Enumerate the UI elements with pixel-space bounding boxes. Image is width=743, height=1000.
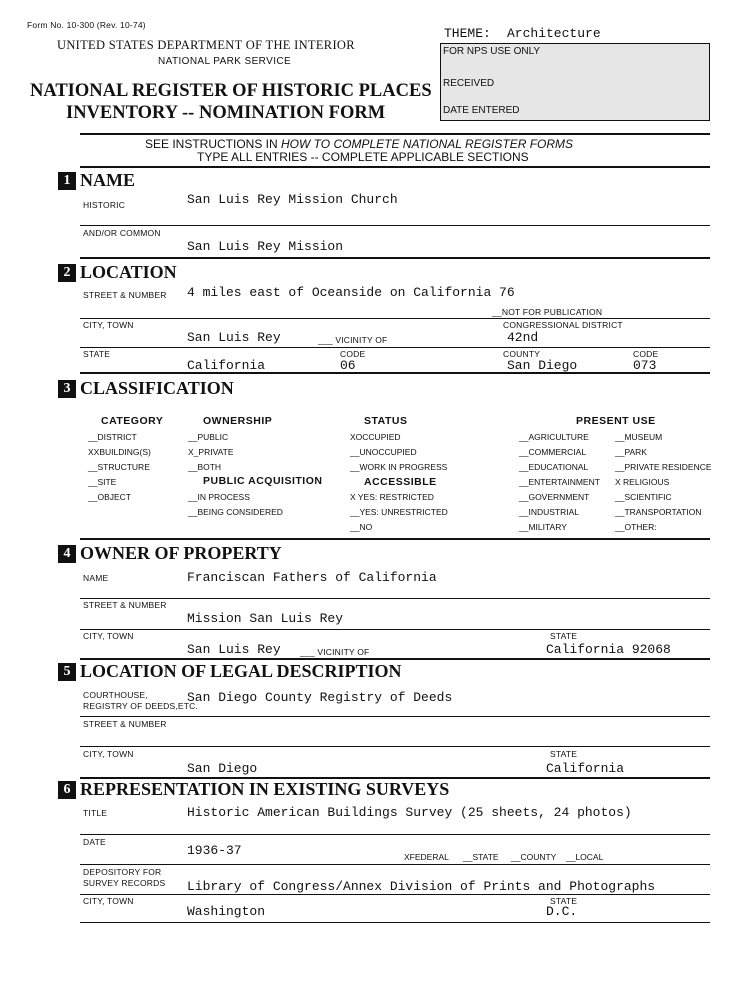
depository-city[interactable]: Washington xyxy=(187,904,266,919)
accessible-restricted[interactable]: X YES: RESTRICTED xyxy=(350,492,434,502)
category-heading: CATEGORY xyxy=(101,415,164,427)
section-2-number: 2 xyxy=(58,264,76,282)
code-label: CODE xyxy=(340,349,366,359)
divider xyxy=(80,746,710,747)
instructions-line1 xyxy=(145,137,573,151)
code-value[interactable]: 06 xyxy=(340,358,356,373)
received-label: RECEIVED xyxy=(443,78,495,89)
section-4-number: 4 xyxy=(58,545,76,563)
section-5-title: LOCATION OF LEGAL DESCRIPTION xyxy=(80,661,402,681)
status-work-in-progress[interactable]: __WORK IN PROGRESS xyxy=(350,462,448,472)
county-value[interactable]: San Diego xyxy=(507,358,578,373)
common-name[interactable]: San Luis Rey Mission xyxy=(187,239,344,254)
code2-value[interactable]: 073 xyxy=(633,358,657,373)
status-heading: STATUS xyxy=(364,415,408,427)
use-agriculture[interactable]: __AGRICULTURE xyxy=(519,432,589,442)
department-name: UNITED STATES DEPARTMENT OF THE INTERIOR xyxy=(57,38,355,52)
use-educational[interactable]: __EDUCATIONAL xyxy=(519,462,589,472)
theme-label: THEME: xyxy=(444,26,491,41)
divider xyxy=(80,629,710,630)
category-structure[interactable]: __STRUCTURE xyxy=(88,462,150,472)
use-entertainment[interactable]: __ENTERTAINMENT xyxy=(519,477,600,487)
public-acquisition-heading: PUBLIC ACQUISITION xyxy=(203,475,323,487)
depository-label-1: DEPOSITORY FOR xyxy=(83,867,162,877)
category-object[interactable]: __OBJECT xyxy=(88,492,131,502)
survey-date-label: DATE xyxy=(83,837,106,847)
divider xyxy=(80,225,710,226)
form-title-line1: NATIONAL REGISTER OF HISTORIC PLACES xyxy=(30,81,432,101)
depository-city-label: CITY, TOWN xyxy=(83,896,134,906)
ownership-heading: OWNERSHIP xyxy=(203,415,273,427)
level-federal[interactable]: XFEDERAL xyxy=(404,852,449,862)
use-park[interactable]: __PARK xyxy=(615,447,647,457)
owner-city[interactable]: San Luis Rey xyxy=(187,642,281,657)
depository-state-label: STATE xyxy=(550,896,578,906)
common-label: AND/OR COMMON xyxy=(83,228,161,238)
code2-label: CODE xyxy=(633,349,659,359)
present-use-heading: PRESENT USE xyxy=(576,415,656,427)
legal-state-label: STATE xyxy=(550,749,578,759)
service-name: NATIONAL PARK SERVICE xyxy=(158,56,292,67)
ownership-private[interactable]: X_PRIVATE xyxy=(188,447,234,457)
form-title-line2: INVENTORY -- NOMINATION FORM xyxy=(66,103,386,123)
historic-label: HISTORIC xyxy=(83,200,126,210)
accessible-unrestricted[interactable]: __YES: UNRESTRICTED xyxy=(350,507,448,517)
congressional-value[interactable]: 42nd xyxy=(507,330,539,345)
owner-state[interactable]: California 92068 xyxy=(546,642,671,657)
acq-being-considered[interactable]: __BEING CONSIDERED xyxy=(188,507,283,517)
owner-name[interactable]: Franciscan Fathers of California xyxy=(187,570,437,585)
divider xyxy=(80,922,710,923)
survey-date[interactable]: 1936-37 xyxy=(187,843,242,858)
divider xyxy=(80,598,710,599)
legal-city-label: CITY, TOWN xyxy=(83,749,134,759)
county-label: COUNTY xyxy=(503,349,541,359)
divider xyxy=(80,834,710,835)
level-state[interactable]: __STATE xyxy=(463,852,499,862)
section-5-number: 5 xyxy=(58,663,76,681)
status-occupied[interactable]: XOCCUPIED xyxy=(350,432,401,442)
form-number: Form No. 10-300 (Rev. 10-74) xyxy=(27,20,146,30)
section-1-number: 1 xyxy=(58,172,76,190)
owner-state-label: STATE xyxy=(550,631,578,641)
courthouse-label: COURTHOUSE, xyxy=(83,690,148,700)
city-label: CITY, TOWN xyxy=(83,320,134,330)
status-unoccupied[interactable]: __UNOCCUPIED xyxy=(350,447,417,457)
level-local[interactable]: __LOCAL xyxy=(566,852,604,862)
street-label: STREET & NUMBER xyxy=(83,290,167,300)
use-commercial[interactable]: __COMMERCIAL xyxy=(519,447,587,457)
nps-use-label: FOR NPS USE ONLY xyxy=(443,46,541,57)
depository-value[interactable]: Library of Congress/Annex Division of Prints and Photographs xyxy=(187,879,656,894)
use-transportation[interactable]: __TRANSPORTATION xyxy=(615,507,702,517)
vicinity-label: ___ VICINITY OF xyxy=(318,335,388,345)
accessible-no[interactable]: __NO xyxy=(350,522,373,532)
registry-label: REGISTRY OF DEEDS,ETC. xyxy=(83,701,199,711)
divider xyxy=(80,257,710,259)
theme-value: Architecture xyxy=(507,26,601,41)
divider xyxy=(80,372,710,374)
instructions-line2: TYPE ALL ENTRIES -- COMPLETE APPLICABLE SECTIONS xyxy=(197,150,529,164)
owner-street[interactable]: Mission San Luis Rey xyxy=(187,611,344,626)
nps-use-box xyxy=(440,43,710,121)
vicinity-text: VICINITY OF xyxy=(335,335,388,345)
use-government[interactable]: __GOVERNMENT xyxy=(519,492,590,502)
divider xyxy=(80,318,710,319)
use-religious[interactable]: X RELIGIOUS xyxy=(615,477,670,487)
instructions-prefix: SEE INSTRUCTIONS IN xyxy=(145,137,282,151)
owner-name-label: NAME xyxy=(83,573,109,583)
section-6-number: 6 xyxy=(58,781,76,799)
survey-title[interactable]: Historic American Buildings Survey (25 sheets, 24 photos) xyxy=(187,805,632,820)
congressional-label: CONGRESSIONAL DISTRICT xyxy=(503,320,623,330)
not-for-publication: __NOT FOR PUBLICATION xyxy=(492,307,603,317)
category-site[interactable]: __SITE xyxy=(88,477,117,487)
owner-vicinity-label: ___ VICINITY OF xyxy=(300,647,370,657)
divider xyxy=(80,894,710,895)
section-6-title: REPRESENTATION IN EXISTING SURVEYS xyxy=(80,779,450,799)
divider xyxy=(80,716,710,717)
divider xyxy=(80,538,710,540)
section-3-number: 3 xyxy=(58,380,76,398)
level-county[interactable]: __COUNTY xyxy=(511,852,557,862)
use-scientific[interactable]: __SCIENTIFIC xyxy=(615,492,672,502)
depository-state[interactable]: D.C. xyxy=(546,904,578,919)
divider xyxy=(80,658,710,660)
divider xyxy=(80,133,710,135)
use-military[interactable]: __MILITARY xyxy=(519,522,567,532)
use-museum[interactable]: __MUSEUM xyxy=(615,432,663,442)
category-building[interactable]: XXBUILDING(S) xyxy=(88,447,151,457)
historic-name[interactable]: San Luis Rey Mission Church xyxy=(187,192,398,207)
acq-in-process[interactable]: __IN PROCESS xyxy=(188,492,250,502)
section-2-title: LOCATION xyxy=(80,262,177,282)
owner-street-label: STREET & NUMBER xyxy=(83,600,167,610)
ownership-both[interactable]: __BOTH xyxy=(188,462,222,472)
use-private-residence[interactable]: __PRIVATE RESIDENCE xyxy=(615,462,712,472)
street-value[interactable]: 4 miles east of Oceanside on California 76 xyxy=(187,285,515,300)
legal-street-label: STREET & NUMBER xyxy=(83,719,167,729)
accessible-heading: ACCESSIBLE xyxy=(364,476,437,488)
courthouse-value[interactable]: San Diego County Registry of Deeds xyxy=(187,690,453,705)
legal-state[interactable]: California xyxy=(546,761,625,776)
instructions-italic: HOW TO COMPLETE NATIONAL REGISTER FORMS xyxy=(281,137,574,151)
state-label: STATE xyxy=(83,349,111,359)
divider xyxy=(80,864,710,865)
category-district[interactable]: __DISTRICT xyxy=(88,432,137,442)
city-value[interactable]: San Luis Rey xyxy=(187,330,281,345)
section-4-title: OWNER OF PROPERTY xyxy=(80,543,282,563)
state-value[interactable]: California xyxy=(187,358,266,373)
ownership-public[interactable]: __PUBLIC xyxy=(188,432,229,442)
date-entered-label: DATE ENTERED xyxy=(443,105,520,116)
use-other[interactable]: __OTHER: xyxy=(615,522,657,532)
divider xyxy=(80,166,710,168)
owner-vicinity-text: VICINITY OF xyxy=(317,647,370,657)
divider xyxy=(80,347,710,348)
section-3-title: CLASSIFICATION xyxy=(80,378,234,398)
survey-title-label: TITLE xyxy=(83,808,108,818)
use-industrial[interactable]: __INDUSTRIAL xyxy=(519,507,579,517)
legal-city[interactable]: San Diego xyxy=(187,761,258,776)
owner-city-label: CITY, TOWN xyxy=(83,631,134,641)
section-1-title: NAME xyxy=(80,170,135,190)
depository-label-2: SURVEY RECORDS xyxy=(83,878,166,888)
